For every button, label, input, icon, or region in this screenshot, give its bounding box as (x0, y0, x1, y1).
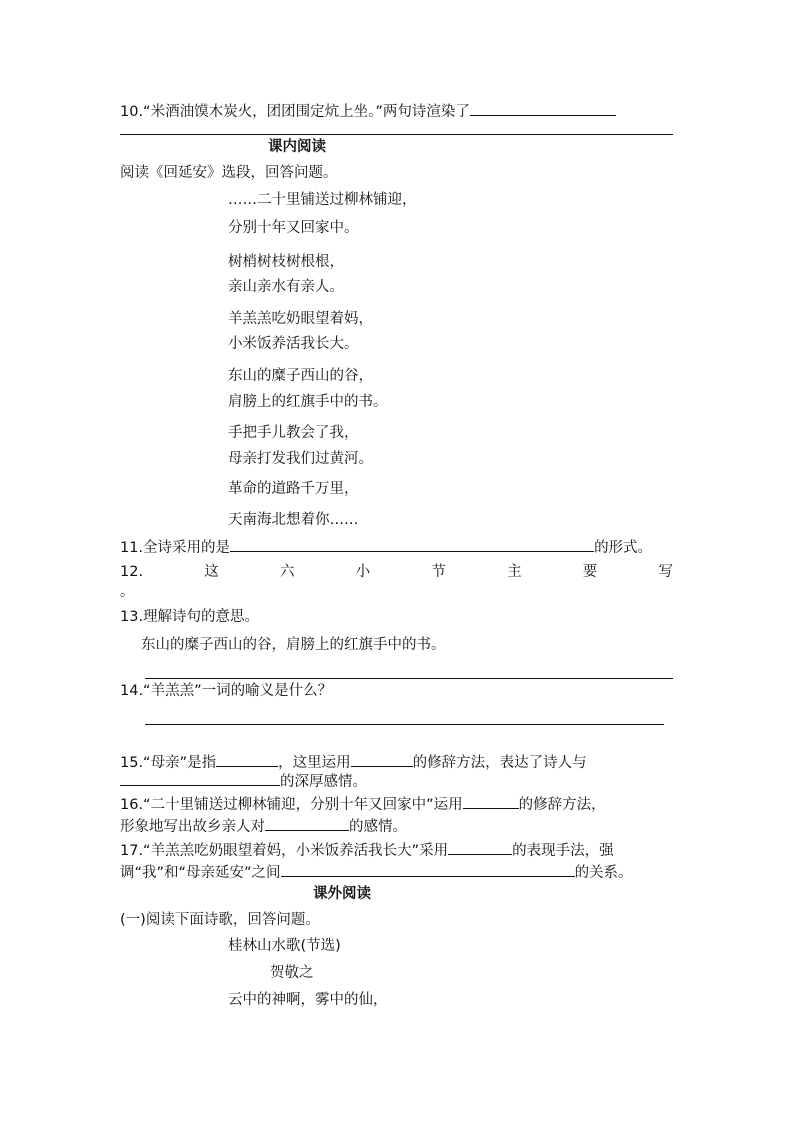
answer-line[interactable] (120, 134, 673, 135)
question-12-char: 12. (120, 564, 144, 580)
answer-blank[interactable] (351, 752, 413, 767)
poem-line: 亲山亲水有亲人。 (228, 279, 344, 295)
question-12-char: 节 (431, 564, 446, 580)
question-12-char: 小 (355, 564, 371, 580)
question-13-quote: 东山的糜子西山的谷，肩膀上的红旗手中的书。 (141, 637, 446, 653)
poem-line: 革命的道路千万里， (228, 481, 359, 497)
poem-line: 树梢树枝树根根， (228, 254, 344, 270)
question-11-suffix: 的形式。 (594, 540, 653, 556)
question-16-line-1 (120, 794, 606, 813)
reading-instruction: 阅读《回延安》选段，回答问题。 (120, 165, 338, 181)
question-15-text: ，这里运用 (278, 755, 351, 771)
question-17-line-2 (120, 862, 633, 881)
question-15-text: 的修辞方法，表达了诗人与 (412, 755, 587, 771)
poem-title: 桂林山水歌(节选) (228, 938, 341, 954)
poem-line: 母亲打发我们过黄河。 (228, 451, 373, 467)
poem-author: 贺敬之 (270, 965, 314, 981)
question-13: 13.理解诗句的意思。 (120, 609, 260, 625)
answer-line[interactable] (145, 678, 673, 679)
poem-line: 小米饭养活我长大。 (228, 336, 359, 352)
question-12-char: 写 (658, 564, 673, 580)
poem-line: 云中的神啊，雾中的仙， (228, 992, 388, 1008)
question-12-end: 。 (120, 584, 135, 600)
answer-line[interactable] (145, 724, 664, 725)
poem-line: 手把手儿教会了我， (228, 425, 359, 441)
question-12-char: 要 (582, 564, 598, 580)
answer-blank[interactable] (463, 794, 519, 809)
poem-line: 羊羔羔吃奶眼望着妈， (228, 311, 373, 327)
question-16-text: 的修辞方法， (518, 797, 606, 813)
answer-blank[interactable] (470, 101, 616, 116)
question-10-text: 10.“米酒油馍木炭火，团团围定炕上坐。”两句诗渲染了 (120, 104, 470, 120)
question-11-text: 11.全诗采用的是 (120, 540, 231, 556)
question-12 (120, 565, 673, 580)
question-16-text: 16.“二十里铺送过柳林铺迎，分别十年又回家中”运用 (120, 797, 463, 813)
question-16-text: 形象地写出故乡亲人对 (120, 819, 265, 835)
section-heading-in-class: 课内阅读 (268, 139, 326, 155)
question-10 (120, 101, 616, 120)
extra-instruction: (一)阅读下面诗歌，回答问题。 (120, 912, 320, 928)
question-17-text: 的表现手法，强 (512, 843, 614, 859)
answer-blank[interactable] (448, 840, 512, 855)
answer-blank[interactable] (265, 816, 349, 831)
question-17-line-1 (120, 840, 614, 859)
answer-blank[interactable] (216, 752, 278, 767)
question-15-text: 15.“母亲”是指 (120, 755, 217, 771)
question-17-text: 的关系。 (574, 865, 633, 881)
question-12-char: 主 (507, 564, 522, 580)
question-14: 14.“羊羔羔”一词的喻义是什么？ (120, 683, 333, 699)
question-16-line-2 (120, 816, 407, 835)
question-17-text: 17.“羊羔羔吃奶眼望着妈，小米饭养活我长大”采用 (120, 843, 449, 859)
poem-line: 东山的糜子西山的谷， (228, 368, 373, 384)
question-17-text: 调“我”和“母亲延安”之间 (120, 865, 281, 881)
question-15-text: 的深厚感情。 (280, 774, 367, 790)
question-16-text: 的感情。 (349, 819, 407, 835)
section-heading-extra: 课外阅读 (313, 886, 371, 902)
answer-blank[interactable] (281, 862, 575, 877)
question-11 (120, 537, 652, 556)
answer-blank[interactable] (120, 771, 280, 786)
poem-line: 分别十年又回家中。 (228, 220, 359, 236)
question-12-char: 六 (279, 564, 295, 580)
poem-line: 肩膀上的红旗手中的书。 (228, 394, 388, 410)
question-15-line-2 (120, 771, 367, 790)
question-15-line-1 (120, 752, 587, 771)
answer-blank[interactable] (230, 537, 594, 552)
poem-line: ……二十里铺送过柳林铺迎， (228, 192, 417, 208)
question-12-char: 这 (204, 564, 219, 580)
poem-line: 天南海北想着你…… (228, 512, 359, 528)
